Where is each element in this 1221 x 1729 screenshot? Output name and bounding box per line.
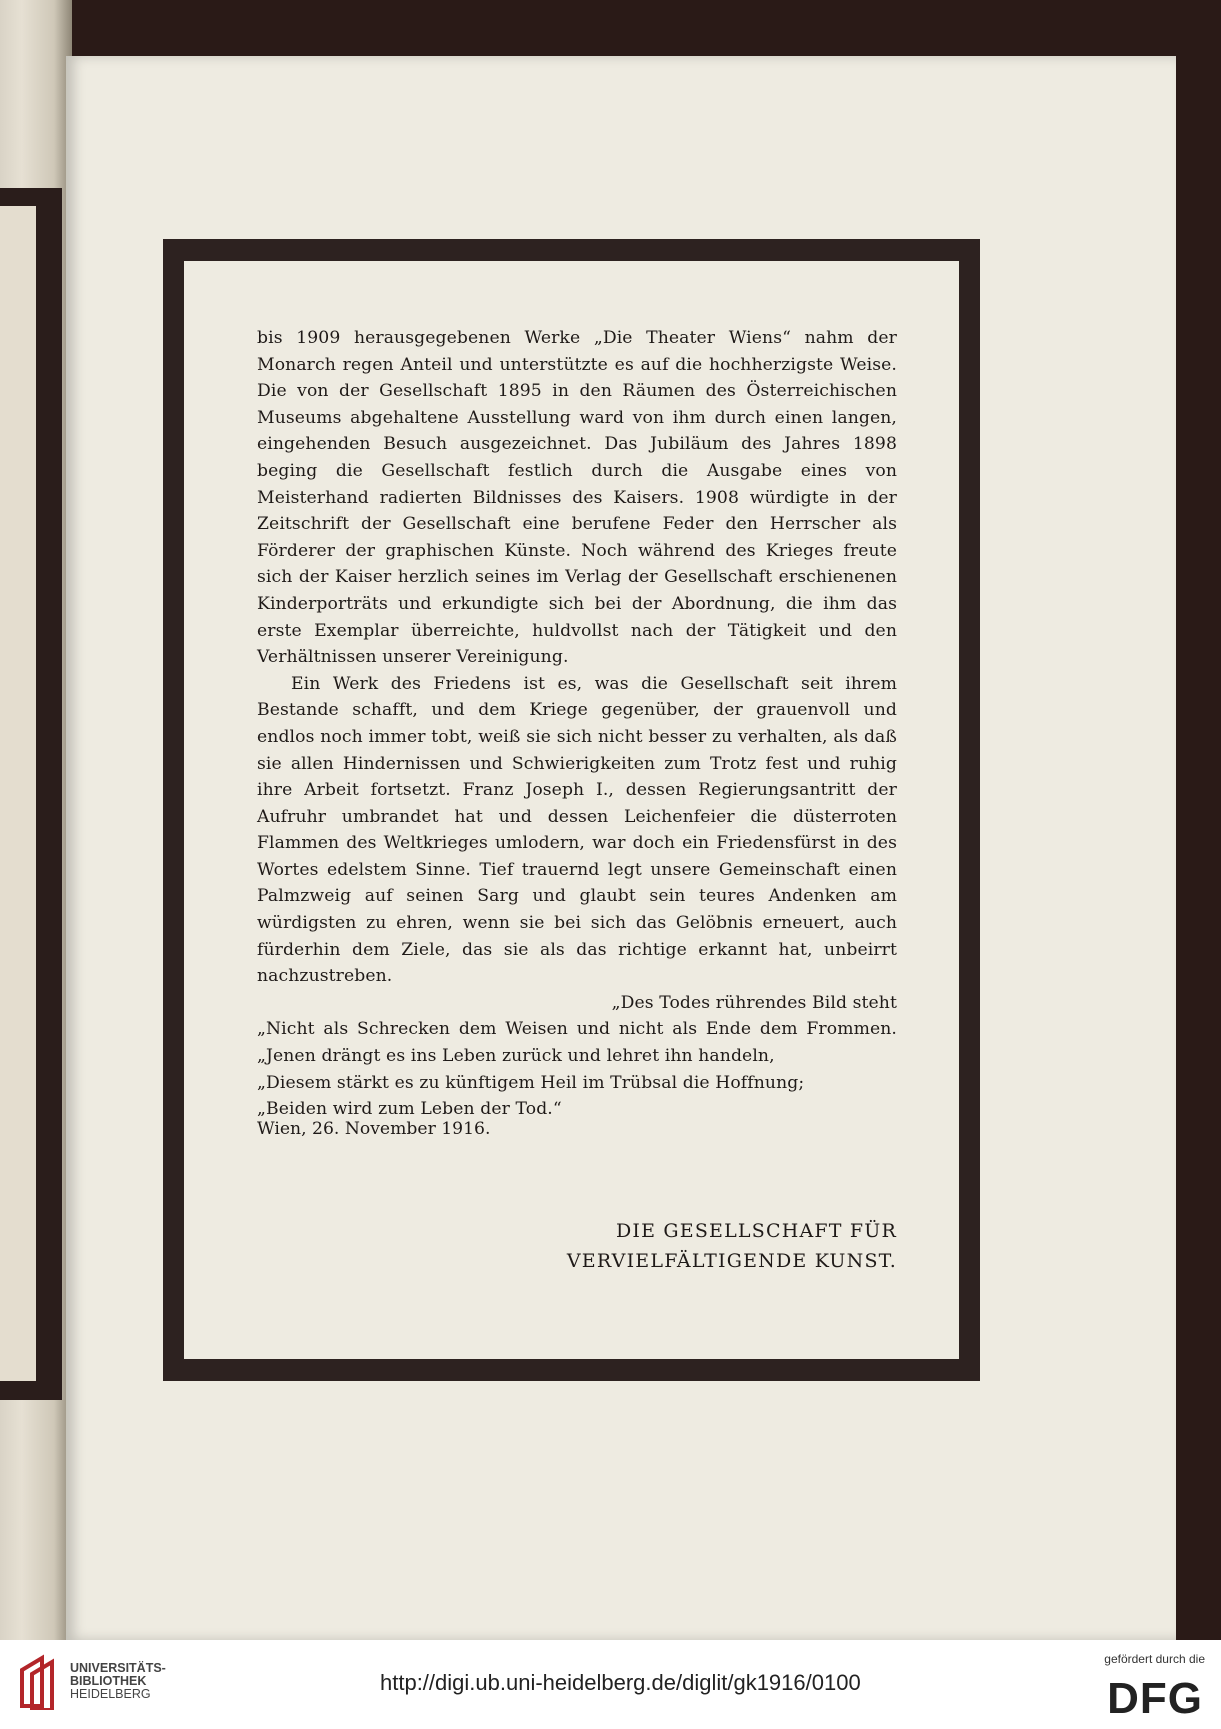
paragraph-2: Ein Werk des Friedens ist es, was die Gesellschaft seit ihrem Bestande schafft, und dem Kriege gegenüber, der grauenvoll und endlos noch immer tobt, weiß sie sich nicht besser zu verhalten, als daß sie allen Hindernissen und Schwierigkeiten zum Trotz fest und ruhig ihre Arbeit fortsetzt. Franz Joseph I., dessen Regierungsantritt der Aufruhr umbrandet hat und dessen Leichenfeier die düsterroten Flammen des Weltkrieges umlodern, war doch ein Friedensfürst in des Wortes edelstem Sinne. Tief trauernd legt unsere Gemeinschaft einen Palmzweig auf seinen Sarg und glaubt sein teures Andenken am würdigsten zu ehren, wenn sie bei sich das Gelöbnis erneuert, auch fürderhin dem Ziele, das sie als das richtige erkannt hat, unbeirrt nachzustreben. <box>257 673 897 987</box>
verse-line-4: „Diesem stärkt es zu künftigem Heil im Trübsal die Hoffnung; <box>257 1072 805 1093</box>
place-date: Wien, 26. November 1916. <box>257 1119 491 1139</box>
paragraph-1: bis 1909 herausgegebenen Werke „Die Theater Wiens“ nahm der Monarch regen Anteil und unterstützte es auf die hochherzigste Weise. Die von der Gesellschaft 1895 in den Räumen des Österreichischen Museums abgehaltene Ausstellung ward von ihm durch einen langen, eingehenden Besuch ausgezeichnet. Das Jubiläum des Jahres 1898 beging die Gesellschaft festlich durch die Ausgabe eines von Meisterhand radierten Bildnisses des Kaisers. 1908 würdigte in der Zeitschrift der Gesellschaft eine berufene Feder den Herrscher als Förderer der graphischen Künste. Noch während des Krieges freute sich der Kaiser herzlich seines im Verlag der Gesellschaft erschienenen Kinderporträts und erkundigte sich bei der Abordnung, die ihm das erste Exemplar überreichte, huldvollst nach der Tätigkeit und den Verhältnissen unserer Vereinigung. <box>257 328 897 668</box>
permalink-url[interactable]: http://digi.ub.uni-heidelberg.de/diglit/gk1916/0100 <box>380 1670 861 1695</box>
library-line-1: UNIVERSITÄTS- <box>70 1661 166 1675</box>
dfg-logo[interactable]: DFG <box>1107 1674 1203 1723</box>
verse-line-1: „Des Todes rührendes Bild steht <box>611 992 897 1013</box>
mourning-frame <box>163 239 980 1381</box>
viewer-footer <box>0 1640 1221 1729</box>
signature-line-2: VERVIELFÄLTIGENDE KUNST. <box>566 1250 897 1272</box>
funding-note: gefördert durch die <box>1104 1652 1205 1666</box>
verse-line-3: „Jenen drängt es ins Leben zurück und lehret ihn handeln, <box>257 1046 775 1067</box>
previous-page-frame <box>0 188 62 1400</box>
previous-page-frame-inner <box>0 206 36 1381</box>
library-logo-icon[interactable] <box>18 1654 62 1710</box>
verse-line-5: „Beiden wird zum Leben der Tod.“ <box>257 1099 562 1120</box>
library-line-2: BIBLIOTHEK <box>70 1674 147 1688</box>
signature <box>567 1216 897 1276</box>
verse-line-2: „Nicht als Schrecken dem Weisen und nicht als Ende dem Frommen. <box>257 1019 897 1040</box>
body-text <box>257 325 897 1123</box>
signature-line-1: DIE GESELLSCHAFT FÜR <box>615 1220 897 1242</box>
previous-page-edge <box>0 0 72 1640</box>
library-line-3: HEIDELBERG <box>70 1687 151 1701</box>
frame-content-area <box>184 261 959 1359</box>
book-page <box>66 56 1176 1640</box>
library-name[interactable] <box>70 1662 166 1701</box>
